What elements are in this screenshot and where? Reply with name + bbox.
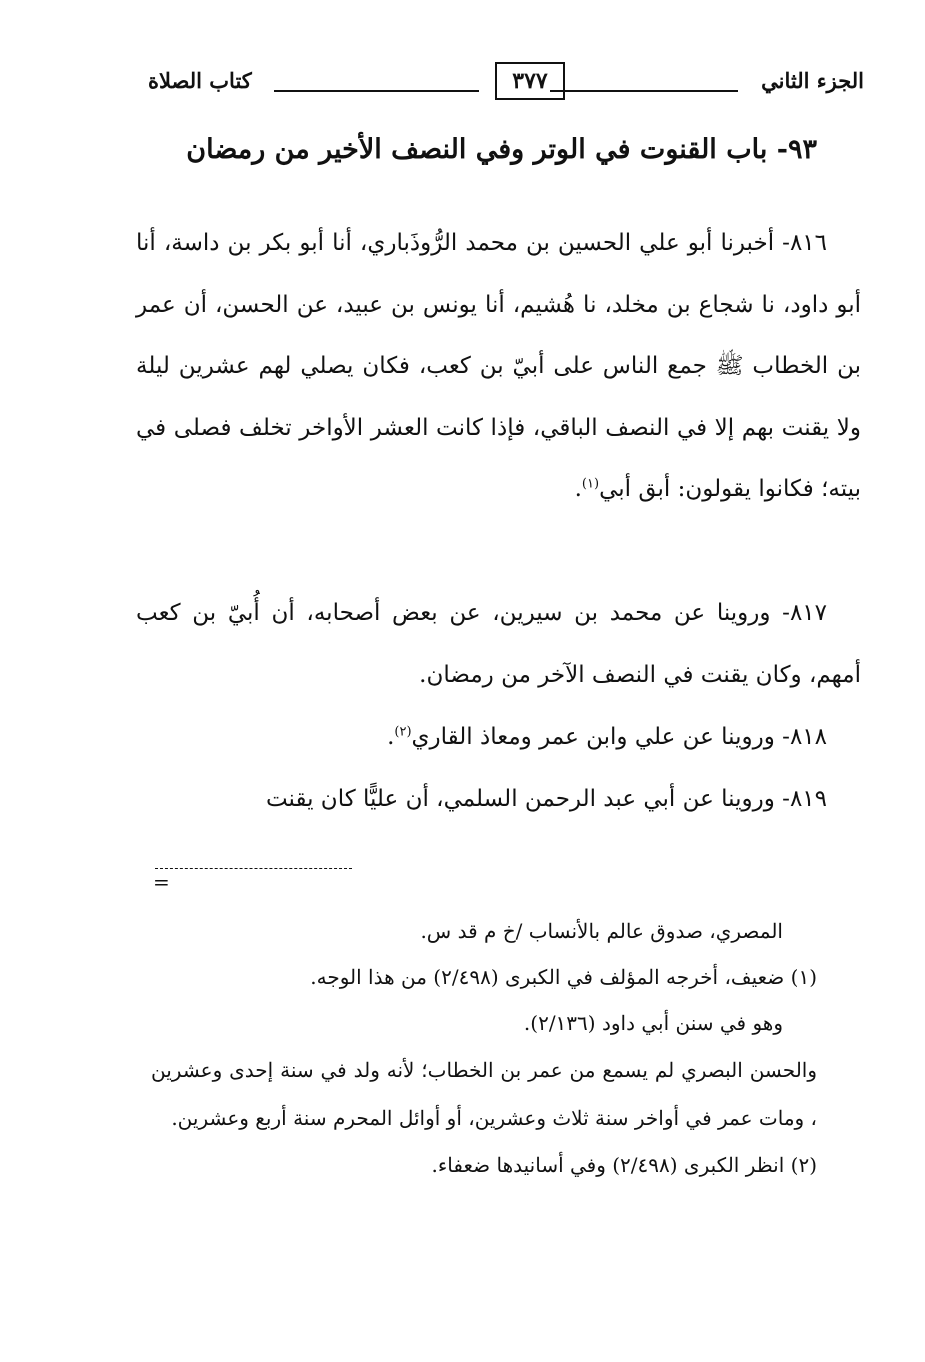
hadith-818 [136,707,861,769]
paragraph-text: ٨١٩- وروينا عن أبي عبد الرحمن السلمي، أن عليًّا كان يقنت [265,786,827,812]
header-rule-right [550,90,738,92]
footnote-ref: (٢) [394,724,412,740]
footnote-2: (٢) انظر الكبرى (٢/٤٩٨) وفي أسانيدها ضعفاء. [431,1153,817,1177]
continuation-mark: = [153,870,170,894]
page-number: ٣٧٧ [495,62,565,100]
paragraph-text: ٨١٧- وروينا عن محمد بن سيرين، عن بعض أصحابه، أن أُبيّ بن كعب أمهم، وكان يقنت في النصف الآخر من رمضان. [136,600,861,688]
volume-title: الجزء الثاني [761,68,864,93]
footnote-1-source: وهو في سنن أبي داود (٢/١٣٦). [523,1011,783,1035]
footnote-continuation: المصري، صدوق عالم بالأنساب /خ م قد س. [420,919,783,943]
running-header [148,62,864,106]
book-title: كتاب الصلاة [148,68,252,93]
hadith-819 [136,769,861,831]
paragraph-end: . [574,476,582,503]
hadith-817 [136,583,861,707]
footnote-1: (١) ضعيف، أخرجه المؤلف في الكبرى (٢/٤٩٨) من هذا الوجه. [310,965,817,989]
paragraph-end: . [387,724,395,750]
chapter-title: ٩٣- باب القنوت في الوتر وفي النصف الأخير من رمضان [186,134,817,165]
footnote-separator [155,868,352,869]
header-rule-left [274,90,479,92]
footnote-ref: (١) [581,476,600,492]
paragraph-text: ٨١٨- وروينا عن علي وابن عمر ومعاذ القاري [411,724,827,750]
hadith-816 [136,213,861,583]
main-text [136,213,861,831]
footnote-1-remark: والحسن البصري لم يسمع من عمر بن الخطاب؛ لأنه ولد في سنة إحدى وعشرين ، ومات عمر في أواخر سنة ثلاث وعشرين، أو أوائل المحرم سنة أربع وعشرين. [151,1058,817,1130]
paragraph-text: ٨١٦- أخبرنا أبو علي الحسين بن محمد الرُّوذَباري، أنا أبو بكر بن داسة، أنا أبو داود، نا شجاع بن مخلد، نا هُشيم، أنا يونس بن عبيد، عن الحسن، أن عمر بن الخطاب ﷺ جمع الناس على أبيّ بن كعب، فكان يصلي لهم عشرين ليلة ولا يقنت بهم إلا في النصف الباقي، فإذا كانت العشر الأواخر تخلف فصلى في بيته؛ فكانوا يقولون: أبق أبي [136,230,861,503]
footnotes [151,908,817,1188]
